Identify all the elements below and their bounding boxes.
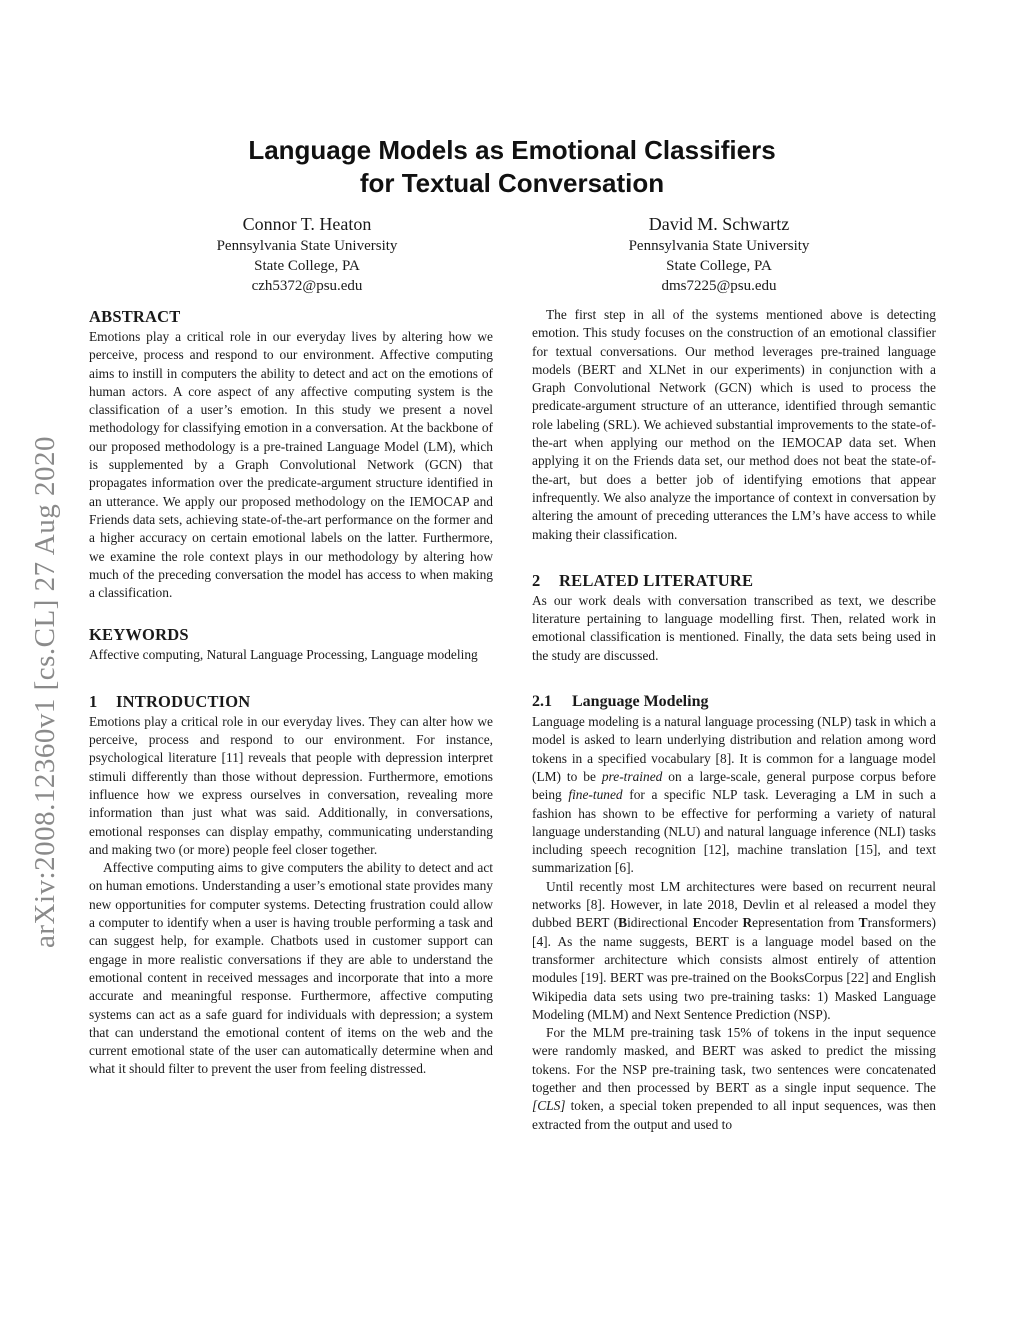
- section-number: 1: [89, 691, 98, 711]
- author-name: David M. Schwartz: [648, 214, 790, 234]
- abstract-heading: ABSTRACT: [89, 307, 181, 326]
- author-block-1: [142, 212, 472, 296]
- title-line-2: for Textual Conversation: [359, 168, 665, 198]
- author-location: State College, PA: [666, 258, 772, 274]
- intro-paragraph-1: Emotions play a critical role in our everyday lives. They can alter how we perceive, process and respond to our environment. For instance, psychological literature [11] reveals that people with depression interpret stimuli differently than those without depression. Furthermore, emotions influence how we express ourselves in conversation, revealing more information than just what was said. Additionally, in conversations, emotional responses can display empathy, communicating understanding and making two (or more) people feel closer together.: [89, 713, 493, 857]
- author-block-2: [554, 212, 884, 296]
- lm-paragraph-1: Language modeling is a natural language processing (NLP) task in which a model is asked to learn underlying distribution and relation among word tokens in a specified vocabulary [8]. It is common for a language model (LM) to be pre-trained on a large-scale, general purpose corpus before being fine-tuned for a specific NLP task. Leveraging a LM in such a fashion has shown to be effective for performing a variety of natural language understanding (NLU) and natural language inference (NLI) tasks including speech recognition [12], machine translation [15], and text summarization [6].: [532, 714, 936, 876]
- subsection-number: 2.1: [532, 693, 552, 711]
- author-email: czh5372@psu.edu: [251, 278, 363, 294]
- keywords-text: Affective computing, Natural Language Processing, Language modeling: [89, 647, 478, 663]
- intro-paragraph-2: Affective computing aims to give computers the ability to detect and act on human emotions. Understanding a user’s emotional state provides many new opportunities for computer systems. Detecting frustration could allow a computer to identify when a user is having trouble performing a task and can suggest help, for example. Chatbots used in customer support can engage in more realistic conversations if they are able to understand the emotional content in received messages and incorporate that into a more accurate and meaningful response. Furthermore, affective computing systems can act as a safe guard for individuals with depression; a system that can understand the emotional content of items on the web and the current emotional state of the user can automatically determine when and what it should filter to prevent the user from feeling distressed.: [89, 860, 493, 1077]
- right-column: [532, 306, 936, 1134]
- section-title: INTRODUCTION: [116, 691, 251, 711]
- intro-paragraph-3: The first step in all of the systems mentioned above is detecting emotion. This study focuses on the construction of an emotional classifier for textual conversations. Our method leverages pre-trained language models (BERT and XLNet in our experiments) in conjunction with a Graph Convolutional Network (GCN) which is used to process the predicate-argument structure of an utterance, identified through semantic role labeling (SRL). We achieved substantial improvements to the state-of-the-art when applying our method on the IEMOCAP data set. When applying it on the Friends data set, our method does not beat the state-of-the-art, but does a better job of identifying emotions that appear infrequently. We also analyze the importance of context in conversation by altering the amount of preceding utterances the LM’s have access to while making their classification.: [532, 307, 936, 542]
- intro-heading: [89, 691, 493, 713]
- related-heading: [532, 570, 936, 592]
- title-line-1: Language Models as Emotional Classifiers: [248, 135, 776, 165]
- author-name: Connor T. Heaton: [242, 214, 372, 234]
- author-email: dms7225@psu.edu: [661, 278, 777, 294]
- related-text: As our work deals with conversation transcribed as text, we describe literature pertaining to language modelling first. Then, related work in emotional classification is mentioned. Finally, the data sets being used in the study are discussed.: [532, 592, 936, 663]
- author-affiliation: Pennsylvania State University: [628, 238, 810, 254]
- subsection-title: Language Modeling: [572, 693, 709, 711]
- arxiv-identifier: arXiv:2008.12360v1 [cs.CL] 27 Aug 2020: [29, 436, 61, 948]
- section-number: 2: [532, 570, 541, 590]
- left-column: [89, 306, 493, 1079]
- lm-paragraph-3: For the MLM pre-training task 15% of tokens in the input sequence were randomly masked, and BERT was asked to predict the missing tokens. For the NSP pre-training task, two sentences were concatenated together and then processed by BERT as a single input sequence. The [CLS] token, a special token prepended to all input sequences, was then extracted from the output and used to: [532, 1025, 936, 1132]
- paper-title: [140, 134, 884, 200]
- keywords-heading: KEYWORDS: [89, 625, 189, 645]
- author-affiliation: Pennsylvania State University: [216, 238, 398, 254]
- abstract-text: Emotions play a critical role in our everyday lives by altering how we perceive, process and respond to our environment. Affective computing aims to instill in computers the ability to detect and act on the emotions of human actors. A core aspect of any affective computing system is the classification of a user’s emotion. In this study we present a novel methodology for classifying emotion in a conversation. At the backbone of our proposed methodology is a pre-trained Language Model (LM), which is supplemented by a Graph Convolutional Network (GCN) that propagates information over the predicate-argument structure identified in an utterance. We apply our proposed methodology on the IEMOCAP and Friends data sets, achieving state-of-the-art performance on the former and a higher accuracy on certain emotional labels on the latter. Furthermore, we examine the role context plays in our methodology by altering how much of the preceding conversation the model has access to when making a classification.: [89, 329, 493, 601]
- lm-paragraph-2: Until recently most LM architectures were based on recurrent neural networks [8]. However, in late 2018, Devlin et al released a model they dubbed BERT (Bidirectional Encoder Representation from Transformers) [4]. As the name suggests, BERT is a language model based on the transformer architecture which consists almost entirely of attention modules [19]. BERT was pre-trained on the BooksCorpus [22] and English Wikipedia data sets using two pre-training tasks: 1) Masked Language Modeling (MLM) and Next Sentence Prediction (NSP).: [532, 878, 936, 1022]
- lm-heading: [532, 691, 936, 713]
- author-location: State College, PA: [254, 258, 360, 274]
- section-title: RELATED LITERATURE: [559, 570, 754, 590]
